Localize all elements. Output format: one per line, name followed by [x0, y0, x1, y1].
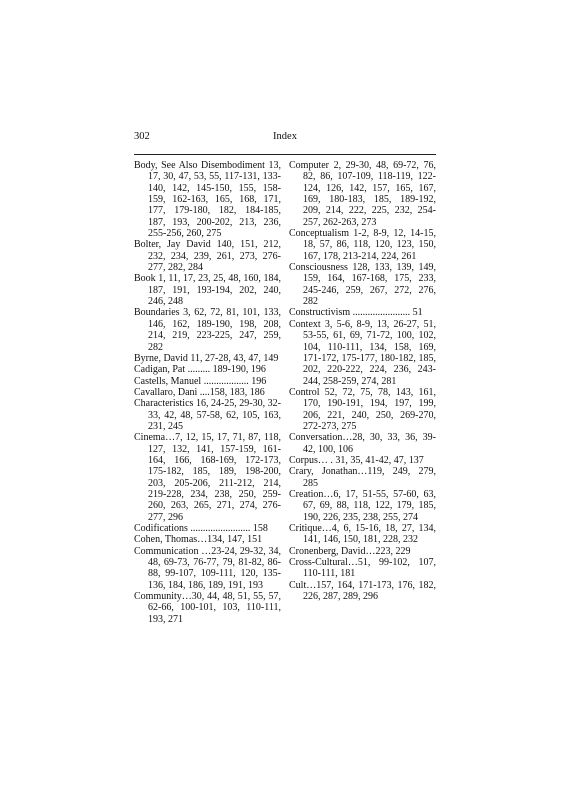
index-entry: Codifications ........................ 158 — [134, 523, 268, 534]
index-entry: Boundaries 3, 62, 72, 81, 101, 133, 146, 162, 189-190, 198, 208, 214, 219, 223-225, 247, 259, 282 — [134, 307, 281, 353]
page-number: 302 — [134, 131, 150, 142]
index-entry: Communication …23-24, 29-32, 34, 48, 69-73, 76-77, 79, 81-82, 86-88, 99-107, 109-111, 120, 135-136, 184, 186, 189, 191, 193 — [134, 545, 281, 591]
running-title: Index — [273, 131, 297, 142]
index-entry: Cadigan, Pat ......... 189-190, 196 — [134, 364, 266, 376]
index-entry: Cult…157, 164, 171-173, 176, 182, 226, 287, 289, 296 — [289, 579, 436, 603]
index-entry: Body, See Also Disembodiment 13, 17, 30, 47, 53, 55, 117-131, 133-140, 142, 145-150, 155, 158-159, 162-163, 165, 168, 171, 177, 179-180, 182, 184-185, 187, 193, 200-202, 213, 236, 255-256, 260, 275 — [134, 160, 281, 240]
index-entry: Byrne, David 11, 27-28, 43, 47, 149 — [134, 352, 279, 364]
index-entry: Corpus… . 31, 35, 41-42, 47, 137 — [289, 454, 424, 466]
index-entry: Control 52, 72, 75, 78, 143, 161, 170, 190-191, 194, 197, 199, 206, 221, 240, 250, 269-270, 272-273, 275 — [289, 386, 436, 432]
index-entry: Community…30, 44, 48, 51, 55, 57, 62-66, 100-101, 103, 110-111, 193, 271 — [134, 591, 281, 625]
index-entry: Bolter, Jay David 140, 151, 212, 232, 234, 239, 261, 273, 276-277, 282, 284 — [134, 239, 281, 274]
index-entry: Book 1, 11, 17, 23, 25, 48, 160, 184, 187, 191, 193-194, 202, 240, 246, 248 — [134, 273, 281, 308]
index-entry: Cronenberg, David…223, 229 — [289, 545, 411, 557]
index-entry: Cohen, Thomas…134, 147, 151 — [134, 534, 263, 546]
index-entry: Critique…4, 6, 15-16, 18, 27, 134, 141, 146, 150, 181, 228, 232 — [289, 523, 436, 546]
index-entry: Cavallaro, Dani ....158, 183, 186 — [134, 386, 265, 398]
index-column-left — [134, 160, 281, 625]
index-entry: Cinema…7, 12, 15, 17, 71, 87, 118, 127, 132, 141, 157-159, 161-164, 166, 168-169, 172-173, 175-182, 185, 189, 198-200, 203, 205-206, 211-212, 214, 219-228, 234, 238, 250, 259-260, 263, 265, 271, 274, 276-277, 296 — [134, 432, 281, 523]
index-entry: Creation…6, 17, 51-55, 57-60, 63, 67, 69, 88, 118, 122, 179, 185, 190, 226, 235, 238, 255, 274 — [289, 488, 436, 523]
index-entry: Castells, Manuel .................. 196 — [134, 375, 267, 387]
index-column-right — [289, 160, 436, 602]
index-entry: Consciousness 128, 133, 139, 149, 159, 164, 167-168, 175, 233, 245-246, 259, 267, 272, 276, 282 — [289, 262, 436, 308]
index-entry: Characteristics 16, 24-25, 29-30, 32-33, 42, 48, 57-58, 62, 105, 163, 231, 245 — [134, 398, 281, 432]
index-entry: Cross-Cultural…51, 99-102, 107, 110-111, 181 — [289, 557, 436, 580]
index-entry: Computer 2, 29-30, 48, 69-72, 76, 82, 86, 107-109, 118-119, 122-124, 126, 142, 157, 165, 167, 169, 180-183, 185, 189-192, 209, 214, 222, 225, 232, 254-257, 262-263, 273 — [289, 160, 436, 228]
index-entry: Conceptualism 1-2, 8-9, 12, 14-15, 18, 57, 86, 118, 120, 123, 150, 167, 178, 213-214, 224, 261 — [289, 228, 436, 262]
index-entry: Context 3, 5-6, 8-9, 13, 26-27, 51, 53-55, 61, 69, 71-72, 100, 102, 104, 110-111, 134, 158, 169, 171-172, 175-177, 180-182, 185, 202, 220-222, 224, 236, 243-244, 258-259, 274, 281 — [289, 318, 436, 387]
header-rule — [134, 154, 436, 155]
page-header — [134, 131, 436, 147]
index-entry: Crary, Jonathan…119, 249, 279, 285 — [289, 466, 436, 489]
index-entry: Conversation…28, 30, 33, 36, 39-42, 100, 106 — [289, 432, 436, 455]
index-entry: Constructivism ....................... 51 — [289, 307, 423, 319]
